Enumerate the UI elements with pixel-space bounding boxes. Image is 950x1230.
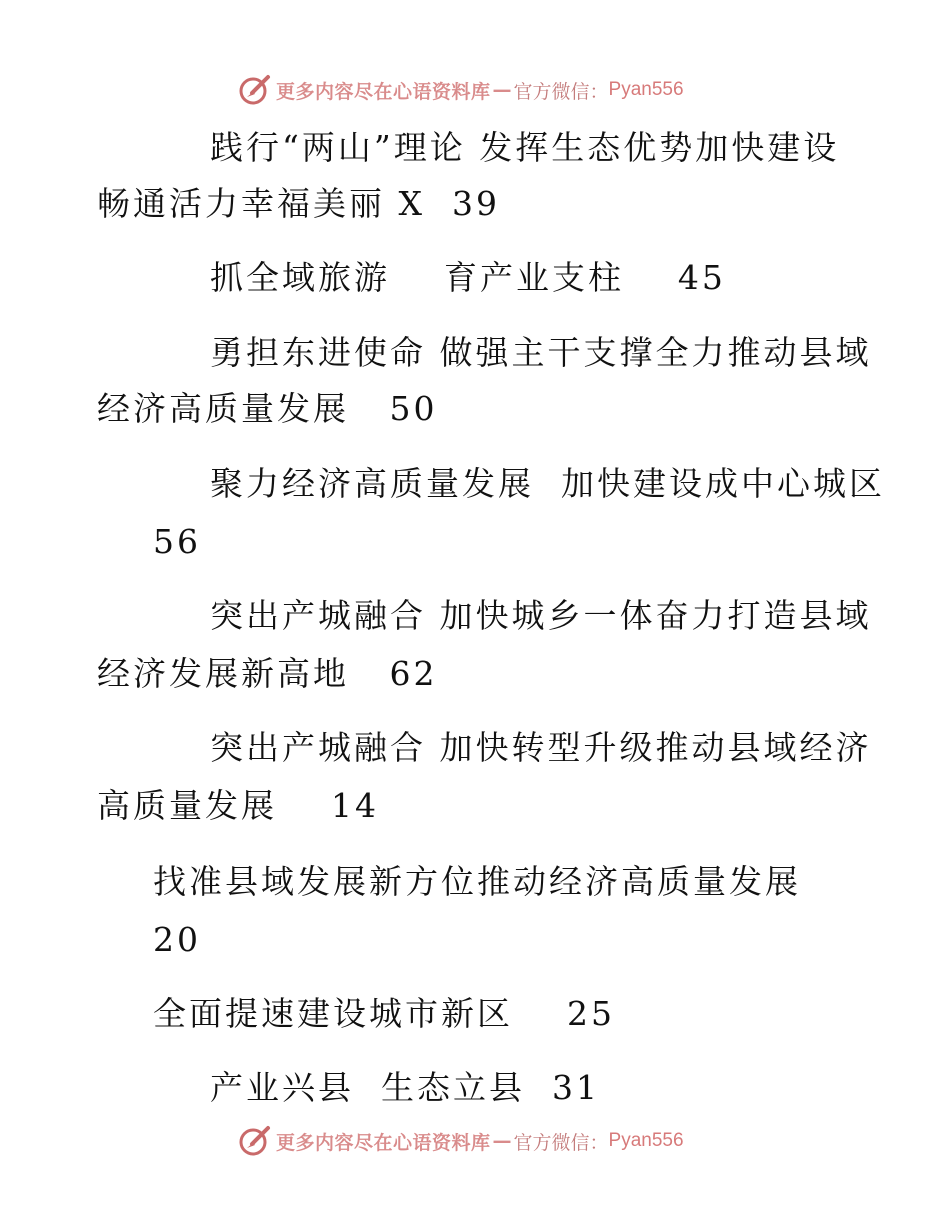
toc-line: 突出产城融合 加快城乡一体奋力打造县域 xyxy=(210,596,872,635)
toc-line: 勇担东进使命 做强主干支撑全力推动县域 xyxy=(210,333,872,372)
banner-text: 更多内容尽在心语资料库 xyxy=(276,80,491,103)
banner-wechat-id: Pyan556 xyxy=(608,79,684,100)
toc-line: 践行“两山”理论 发挥生态优势加快建设 xyxy=(210,128,840,167)
toc-line: 全面提速建设城市新区 25 xyxy=(153,994,615,1033)
pen-logo-icon xyxy=(238,1124,272,1158)
banner-separator: — xyxy=(492,79,512,101)
toc-line: 经济发展新高地 62 xyxy=(97,654,438,693)
toc-line: 产业兴县 生态立县 31 xyxy=(210,1068,600,1107)
banner-wechat-label: 官方微信： xyxy=(513,1131,609,1154)
toc-line: 经济高质量发展 50 xyxy=(97,389,438,428)
toc-line: 56 xyxy=(153,522,201,561)
banner-separator: — xyxy=(492,1130,512,1152)
banner-wechat-id: Pyan556 xyxy=(608,1130,684,1151)
banner-text: 更多内容尽在心语资料库 xyxy=(276,1131,491,1154)
toc-line: 高质量发展 14 xyxy=(97,786,379,825)
toc-line: 20 xyxy=(153,920,201,959)
toc-line: 聚力经济高质量发展 加快建设成中心城区 xyxy=(210,464,885,503)
footer-banner xyxy=(238,1124,758,1158)
toc-line: 畅通活力幸福美丽 X 39 xyxy=(97,184,500,223)
toc-line: 找准县域发展新方位推动经济高质量发展 xyxy=(153,862,801,901)
toc-line: 抓全域旅游 育产业支柱 45 xyxy=(210,258,726,297)
banner-wechat-label: 官方微信： xyxy=(513,80,609,103)
toc-line: 突出产城融合 加快转型升级推动县域经济 xyxy=(210,728,872,767)
